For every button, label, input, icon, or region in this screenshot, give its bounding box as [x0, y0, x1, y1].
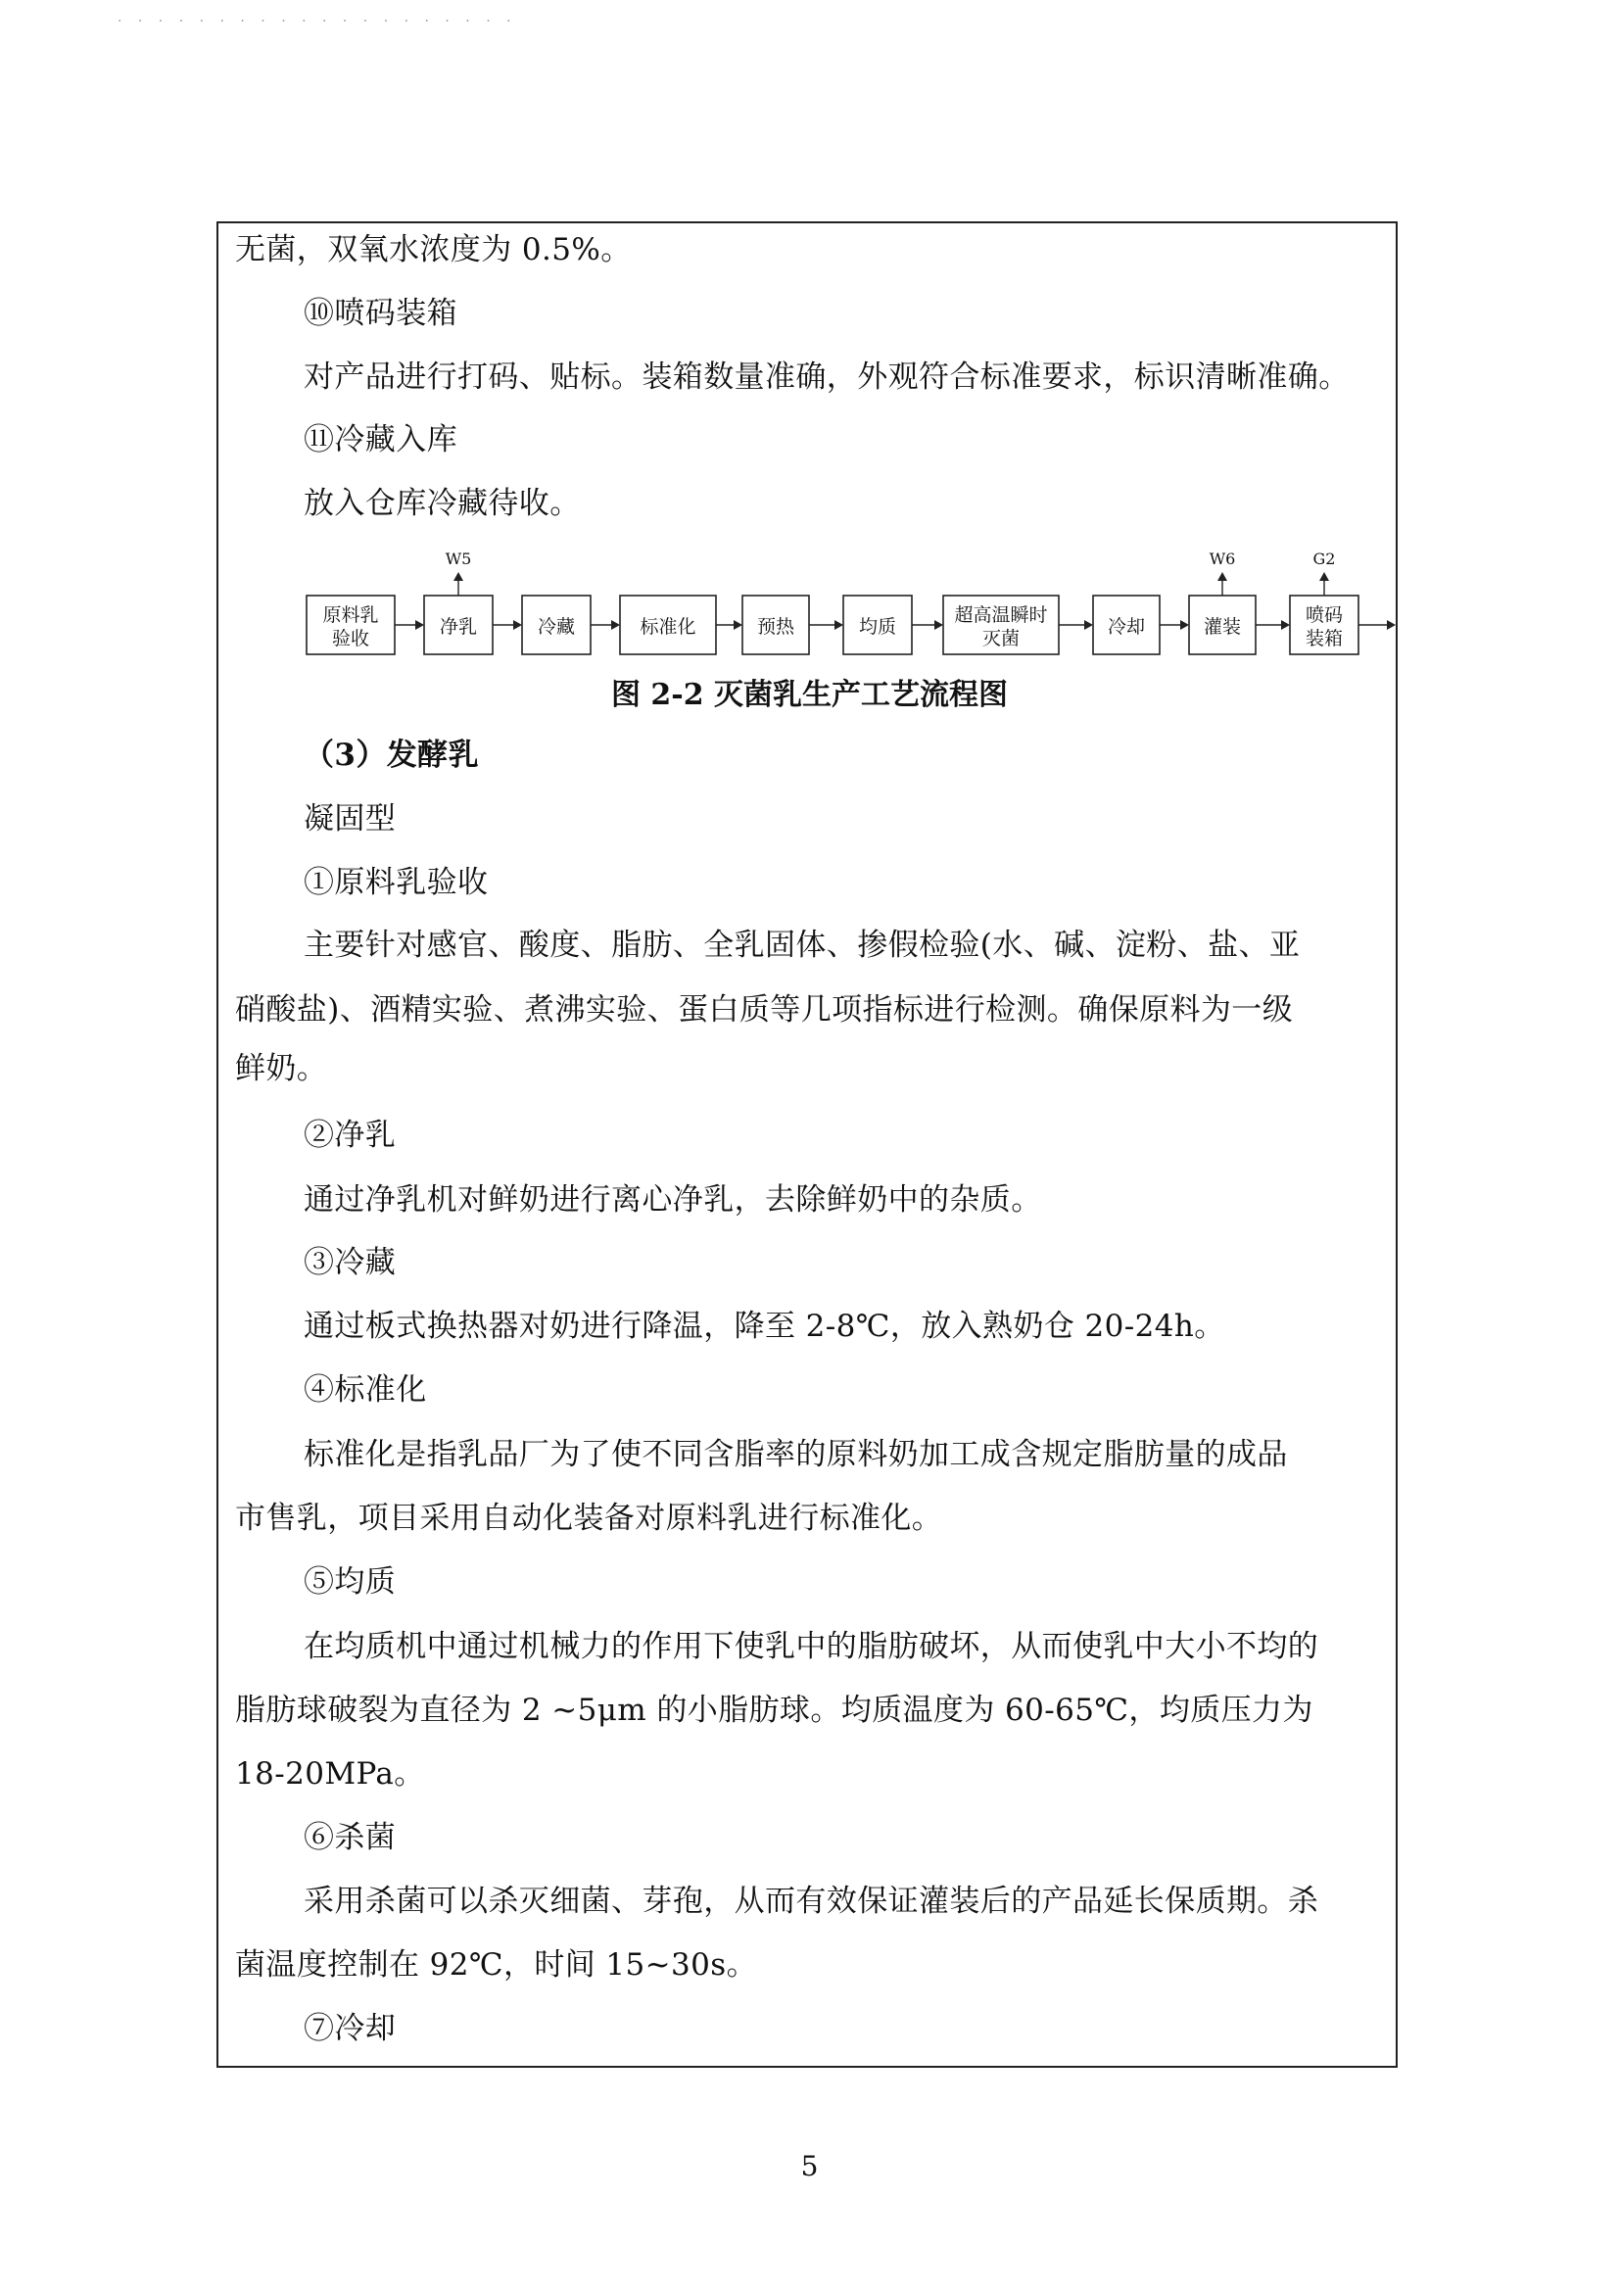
flow-step [843, 596, 912, 654]
flow-step [424, 596, 493, 654]
scan-marks: . . . . . . . . . . . . . . . . . . . . [118, 10, 517, 25]
flow-output [446, 550, 472, 596]
flow-step [1189, 596, 1256, 654]
flow-step [522, 596, 591, 654]
flow-step-label: 喷码 [1305, 604, 1344, 626]
text-line: 通过净乳机对鲜奶进行离心净乳，去除鲜奶中的杂质。 [304, 1182, 1042, 1218]
flow-step [307, 596, 395, 654]
flow-step [620, 596, 716, 654]
text-line: 通过板式换热器对奶进行降温，降至 2-8℃，放入熟奶仓 20-24h。 [304, 1309, 1225, 1344]
flow-step [742, 596, 809, 654]
text-line: 标准化是指乳品厂为了使不同含脂率的原料奶加工成含规定脂肪量的成品 [304, 1437, 1288, 1472]
section-heading: （3）发酵乳 [304, 738, 479, 773]
flow-step-label: 原料乳 [322, 604, 379, 626]
section-heading: ③冷藏 [304, 1245, 397, 1280]
flow-step-label: 装箱 [1305, 628, 1344, 649]
flow-arrow [1256, 620, 1290, 630]
flow-step-label: 灌装 [1203, 616, 1242, 638]
flow-arrow [1059, 620, 1093, 630]
figure-caption: 图 2-2 灭菌乳生产工艺流程图 [610, 678, 1009, 712]
flow-arrow [493, 620, 522, 630]
process-flowchart [0, 539, 1619, 666]
page-number: 5 [800, 2150, 819, 2182]
text-line: 无菌，双氧水浓度为 0.5%。 [235, 232, 632, 267]
flow-arrow [591, 620, 620, 630]
flow-step-label: 灭菌 [981, 628, 1021, 649]
flow-output-label: W5 [445, 550, 472, 568]
flow-arrow [1358, 620, 1396, 630]
flow-arrow [809, 620, 843, 630]
flow-output-label: W6 [1209, 550, 1236, 568]
flow-arrow [395, 620, 424, 630]
flow-step-label: 冷却 [1107, 616, 1146, 638]
section-heading: ⑩喷码装箱 [304, 296, 457, 331]
text-line: 采用杀菌可以杀灭细菌、芽孢，从而有效保证灌装后的产品延长保质期。杀 [304, 1884, 1319, 1919]
section-heading: ⑦冷却 [304, 2011, 397, 2046]
flow-output-label: G2 [1312, 550, 1336, 568]
text-line: 对产品进行打码、贴标。装箱数量准确，外观符合标准要求，标识清晰准确。 [304, 359, 1350, 395]
flow-step [1290, 596, 1358, 654]
text-line: 在均质机中通过机械力的作用下使乳中的脂肪破坏，从而使乳中大小不均的 [304, 1629, 1319, 1664]
flow-step [1093, 596, 1160, 654]
text-line: 市售乳，项目采用自动化装备对原料乳进行标准化。 [235, 1501, 943, 1536]
section-heading: ②净乳 [304, 1118, 397, 1153]
text-line: 18-20MPa。 [235, 1756, 425, 1792]
text-line: 脂肪球破裂为直径为 2 ~5μm 的小脂肪球。均质温度为 60-65℃，均质压力为 [235, 1693, 1313, 1728]
section-heading: ⑥杀菌 [304, 1820, 397, 1855]
flow-step-label: 超高温瞬时 [954, 604, 1048, 626]
section-heading: ①原料乳验收 [304, 865, 489, 900]
text-line: 鲜奶。 [235, 1051, 328, 1086]
flow-step-label: 冷藏 [537, 616, 576, 638]
flow-step-label: 预热 [756, 616, 795, 638]
section-heading: ⑤均质 [304, 1564, 397, 1600]
flow-step-label: 标准化 [640, 616, 696, 638]
section-heading: ④标准化 [304, 1372, 427, 1408]
text-line: 硝酸盐)、酒精实验、煮沸实验、蛋白质等几项指标进行检测。确保原料为一级 [235, 992, 1294, 1028]
flow-arrow [716, 620, 742, 630]
flow-step [943, 596, 1059, 654]
section-heading: ⑪冷藏入库 [304, 422, 457, 457]
flow-output [1313, 550, 1336, 596]
text-line: 主要针对感官、酸度、脂肪、全乳固体、掺假检验(水、碱、淀粉、盐、亚 [304, 928, 1301, 963]
flow-arrow [1160, 620, 1189, 630]
flow-step-label: 验收 [331, 628, 370, 649]
flow-step-label: 净乳 [439, 616, 478, 638]
text-line: 放入仓库冷藏待收。 [304, 486, 581, 521]
subsection-heading: 凝固型 [304, 801, 397, 837]
flow-arrow [912, 620, 943, 630]
flow-step-label: 均质 [858, 616, 897, 638]
flow-output [1210, 550, 1236, 596]
text-line: 菌温度控制在 92℃，时间 15~30s。 [235, 1947, 758, 1983]
